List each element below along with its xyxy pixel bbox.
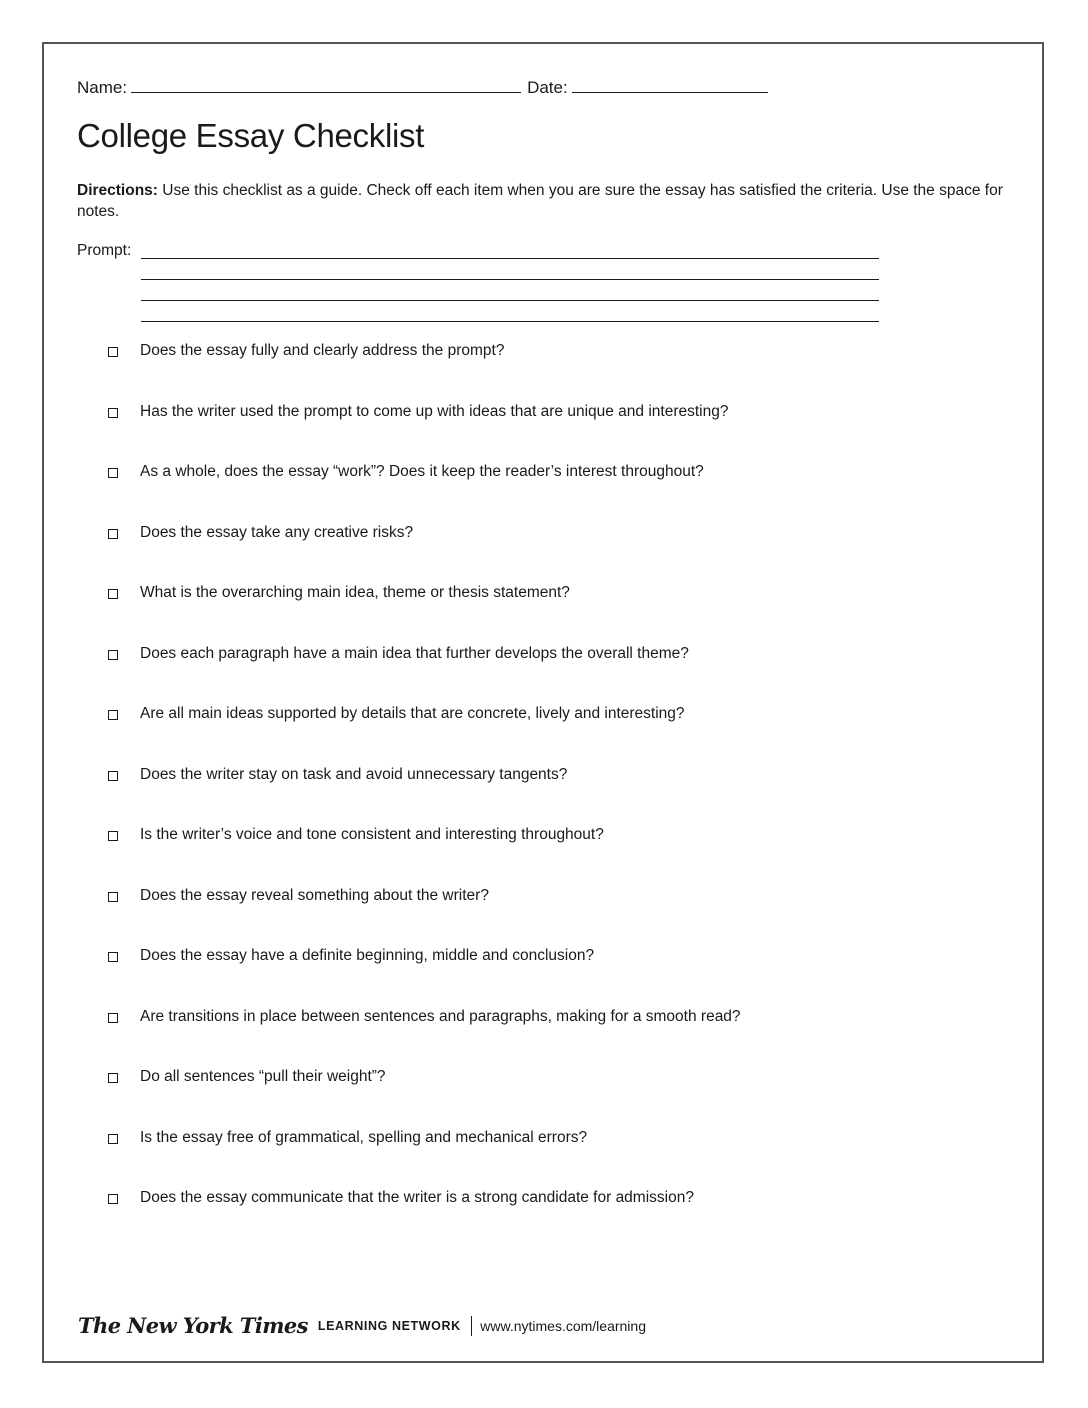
checkbox[interactable]	[108, 952, 118, 962]
checkbox[interactable]	[108, 1073, 118, 1083]
checkbox[interactable]	[108, 529, 118, 539]
nyt-logo: The New York Times	[78, 1313, 308, 1338]
checkbox[interactable]	[108, 589, 118, 599]
name-date-row	[77, 76, 768, 98]
checkbox[interactable]	[108, 831, 118, 841]
checklist-item	[108, 342, 741, 403]
prompt-line[interactable]	[141, 243, 879, 259]
learning-network-label: LEARNING NETWORK	[317, 1318, 461, 1333]
prompt-line[interactable]	[141, 301, 879, 322]
prompt-line[interactable]	[141, 259, 879, 280]
checklist-item	[108, 826, 741, 887]
checklist-item	[108, 887, 741, 948]
checkbox[interactable]	[108, 347, 118, 357]
checkbox[interactable]	[108, 650, 118, 660]
checklist-item	[108, 403, 741, 464]
directions	[77, 180, 1012, 222]
checklist-item	[108, 1189, 741, 1250]
checklist-item	[108, 705, 741, 766]
prompt-lines[interactable]	[141, 243, 879, 322]
checklist-item	[108, 1129, 741, 1190]
page-title: College Essay Checklist	[77, 117, 425, 154]
checkbox[interactable]	[108, 771, 118, 781]
checkbox[interactable]	[108, 408, 118, 418]
checklist-item-text: Does each paragraph have a main idea that further develops the overall theme?	[140, 644, 689, 662]
checkbox[interactable]	[108, 1134, 118, 1144]
checklist-item-text: Does the essay take any creative risks?	[140, 523, 414, 541]
checklist-item	[108, 524, 741, 585]
directions-text: Use this checklist as a guide. Check off each item when you are sure the essay has satisfied the criteria. Use the space for notes.	[77, 182, 1003, 220]
checkbox[interactable]	[108, 1194, 118, 1204]
checkbox[interactable]	[108, 892, 118, 902]
prompt-line[interactable]	[141, 280, 879, 301]
checklist-item-text: Is the writer’s voice and tone consistent and interesting throughout?	[140, 826, 604, 843]
checklist-item	[108, 1068, 741, 1129]
checklist-item-text: Has the writer used the prompt to come up with ideas that are unique and interesting?	[140, 402, 729, 420]
checklist-item-text: Are all main ideas supported by details that are concrete, lively and interesting?	[140, 705, 685, 722]
checkbox[interactable]	[108, 710, 118, 720]
checklist-item-text: Does the writer stay on task and avoid unnecessary tangents?	[140, 765, 568, 783]
checklist-item-text: Do all sentences “pull their weight”?	[140, 1068, 386, 1085]
checkbox[interactable]	[108, 468, 118, 478]
checklist-item	[108, 645, 741, 706]
checklist-item-text: Is the essay free of grammatical, spelling and mechanical errors?	[140, 1128, 588, 1146]
name-label: Name:	[77, 78, 128, 97]
checklist-item-text: Does the essay have a definite beginning, middle and conclusion?	[140, 947, 595, 964]
checklist-item-text: Does the essay fully and clearly address the prompt?	[140, 342, 505, 359]
date-field-line[interactable]	[572, 76, 768, 93]
footer-divider	[471, 1316, 473, 1336]
checklist-item-text: What is the overarching main idea, theme or thesis statement?	[140, 584, 570, 601]
checklist-item	[108, 1008, 741, 1069]
date-label: Date:	[527, 78, 568, 97]
checklist-item	[108, 584, 741, 645]
checklist-item-text: Does the essay reveal something about the writer?	[140, 886, 489, 904]
checkbox[interactable]	[108, 1013, 118, 1023]
prompt-label: Prompt:	[77, 242, 132, 259]
checklist	[108, 342, 741, 1250]
checklist-item-text: Are transitions in place between sentences and paragraphs, making for a smooth read?	[140, 1007, 741, 1025]
checklist-item	[108, 463, 741, 524]
footer-url[interactable]: www.nytimes.com/learning	[480, 1317, 646, 1334]
checklist-item	[108, 766, 741, 827]
checklist-item-text: As a whole, does the essay “work”? Does it keep the reader’s interest throughout?	[140, 463, 704, 480]
directions-label: Directions:	[77, 182, 158, 199]
footer	[78, 1313, 646, 1338]
checklist-item	[108, 947, 741, 1008]
checklist-item-text: Does the essay communicate that the writer is a strong candidate for admission?	[140, 1189, 694, 1206]
name-field-line[interactable]	[131, 76, 521, 93]
